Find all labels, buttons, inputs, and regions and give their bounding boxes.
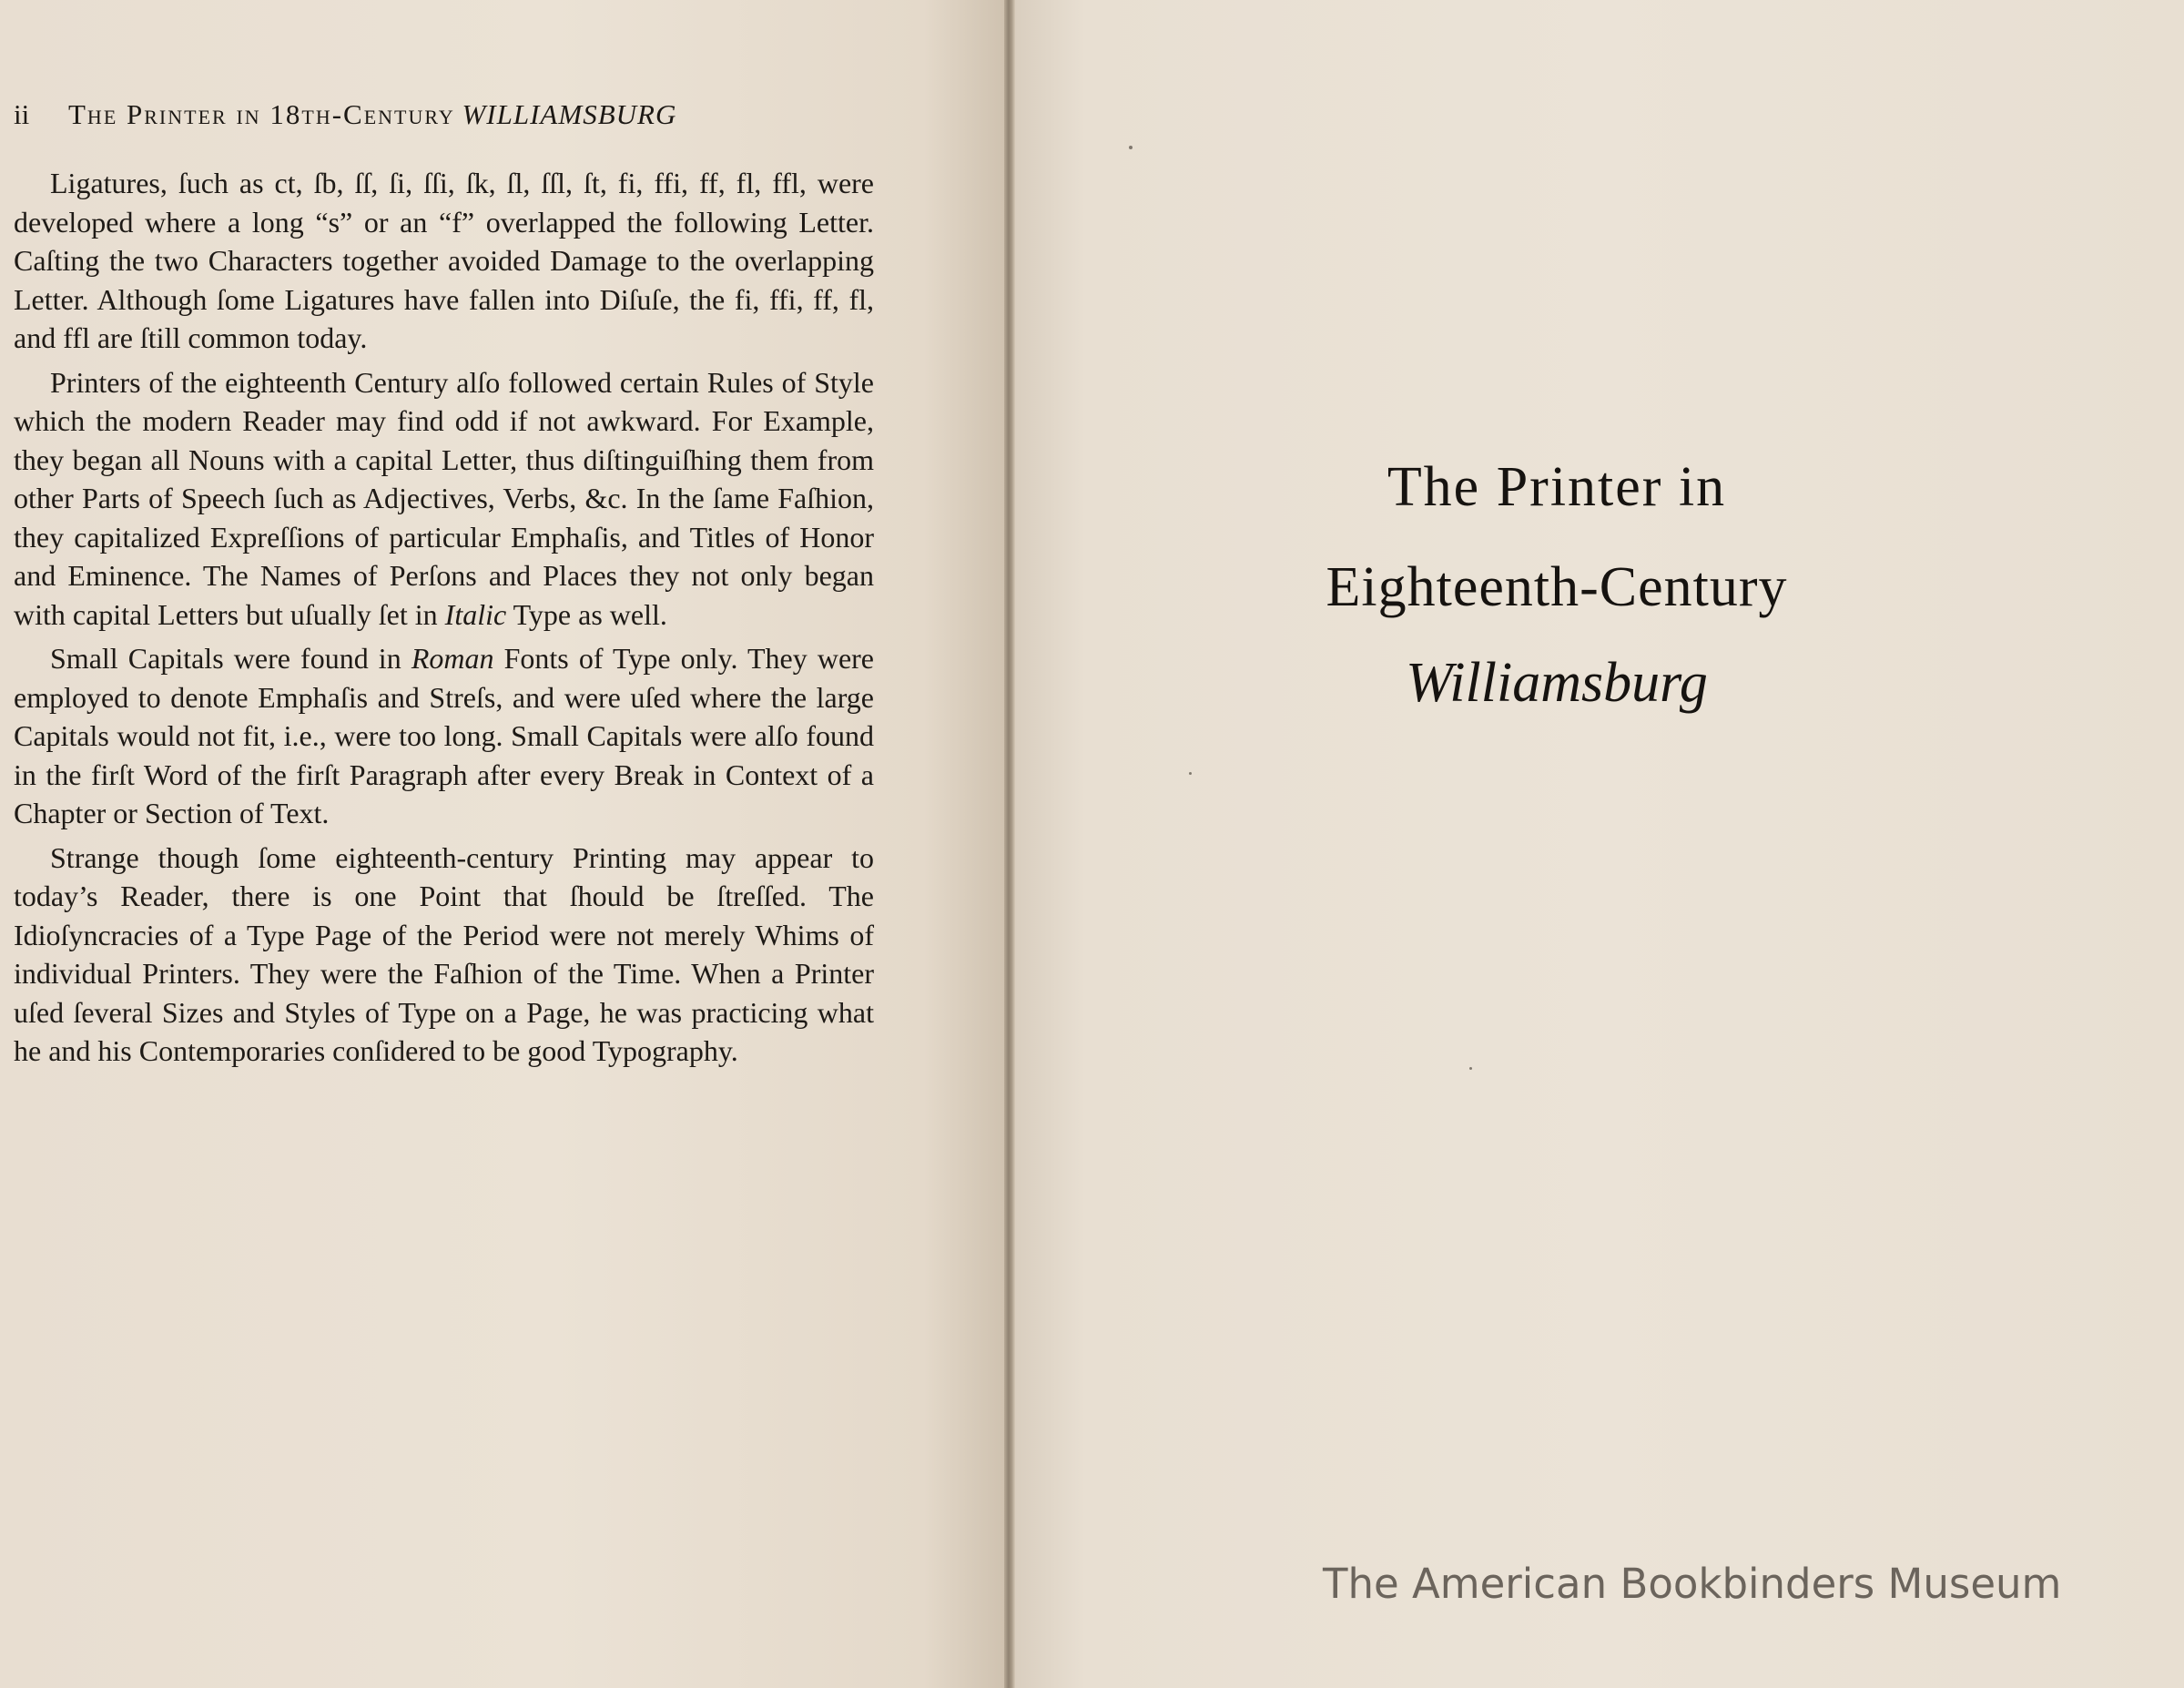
title-page-heading [1229,437,1884,728]
paper-speck [1189,772,1192,775]
body-paragraph [14,639,874,833]
body-paragraph [14,839,874,1071]
body-paragraph [14,363,874,635]
paragraph-text: Fonts of Type only. They were employed to denote Emphaſis and Streſs, and were uſed where the large Capitals would not fit, i.e., were too long. Small Capitals were alſo found in the firſt Word of the firſt Paragraph after every Break in Context of a Chapter or Section of Text. [14,642,875,829]
title-line-1: The Printer in [1387,456,1727,518]
book-gutter [1004,0,1015,1688]
running-head [14,98,879,138]
paragraph-text: Small Capitals were found in [50,642,411,675]
paragraph-text: Printers of the eighteenth Century alſo followed certain Rules of Style which the modern Reader may find odd if not awkward. For Example, they began all Nouns with a capital Letter, thus diſtinguiſhing them from other Parts of Speech ſuch as Adjectives, Verbs, &c. In the ſame Faſhion, they capitalized Expreſſions of particular Emphaſis, and Titles of Honor and Eminence. The Names of Perſons and Places they not only began with capital Letters but uſually ſet in [14,365,874,631]
paper-speck [1469,1067,1472,1070]
watermark: The American Bookbinders Museum [1323,1560,2062,1608]
title-line-2: Eighteenth-Century [1326,556,1788,618]
title-line-3: Williamsburg [1406,652,1708,714]
page-number: ii [14,98,30,130]
italic-word: Italic [444,597,507,631]
running-head-title: The Printer in 18th-Century [68,98,455,130]
body-paragraph [14,164,874,358]
body-text [14,164,874,1076]
paragraph-text: Ligatures, ſuch as ct, ſb, ſſ, ſi, ſſi, ſk, ſl, ſſl, ſt, fi, ffi, ff, fl, ffl, were developed where a long “s” or an “f” overlapped the following Letter. Caſting the two Characters together avoided Damage to the overlapping Letter. Although ſome Ligatures have fallen into Diſuſe, the fi, ffi, ff, fl, and ffl are ſtill common today. [14,167,874,354]
right-page [1015,0,2184,1688]
left-page [0,0,1004,1688]
paragraph-text: Type as well. [506,597,667,631]
paragraph-text: Strange though ſome eighteenth-century Printing may appear to today’s Reader, there is one Point that ſhould be ſtreſſed. The Idioſyncracies of a Type Page of the Period were not merely Whims of individual Printers. They were the Faſhion of the Time. When a Printer uſed ſeveral Sizes and Styles of Type on a Page, he was practicing what he and his Contemporaries conſidered to be good Typography. [14,840,874,1067]
italic-word: Roman [411,642,494,675]
running-head-place: WILLIAMSBURG [462,98,677,130]
paper-speck [1129,146,1133,149]
